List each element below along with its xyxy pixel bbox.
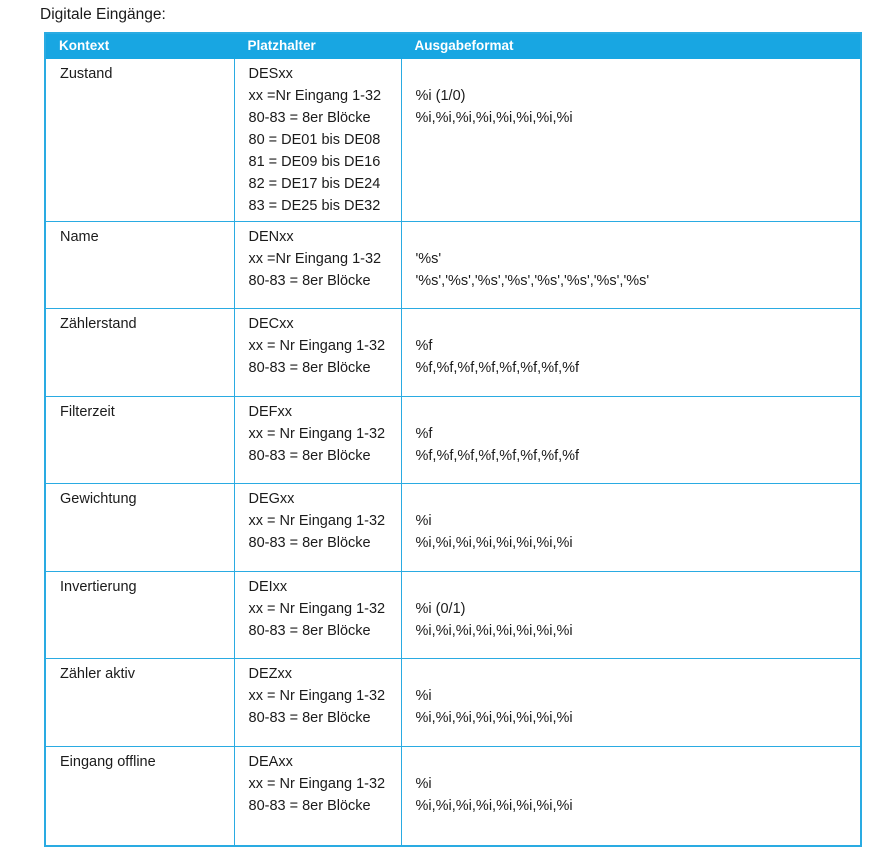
cell-line: %i,%i,%i,%i,%i,%i,%i,%i (415, 710, 573, 726)
cell-line: %i (1/0) (415, 87, 466, 104)
ausgabeformat-cell (401, 571, 861, 659)
platzhalter-cell (234, 58, 401, 221)
cell-line: 82 = DE17 bis DE24 (248, 175, 381, 192)
ausgabeformat-cell (401, 58, 861, 221)
cell-line: %i,%i,%i,%i,%i,%i,%i,%i (415, 109, 573, 126)
table-row (45, 396, 861, 484)
ausgabeformat-cell (401, 221, 861, 309)
digital-inputs-table (44, 32, 862, 847)
cell-line (416, 63, 853, 85)
cell-line: 80-83 = 8er Blöcke (248, 447, 371, 464)
cell-line: DECxx (248, 316, 294, 332)
cell-line: DENxx (248, 228, 294, 245)
kontext-cell (45, 659, 234, 747)
platzhalter-cell (234, 659, 401, 747)
cell-line: %f,%f,%f,%f,%f,%f,%f,%f (415, 447, 580, 464)
col-header-kontext: Kontext (45, 33, 234, 58)
cell-line: %i (415, 688, 432, 704)
cell-line: Gewichtung (60, 491, 137, 507)
cell-line: %f (415, 425, 433, 442)
ausgabeformat-cell (401, 746, 861, 846)
cell-line: xx = Nr Eingang 1-32 (248, 688, 386, 704)
cell-line (416, 663, 853, 685)
kontext-cell (45, 571, 234, 659)
cell-line: Zähler aktiv (60, 666, 135, 682)
cell-line: 81 = DE09 bis DE16 (248, 153, 381, 170)
platzhalter-cell (234, 309, 401, 397)
platzhalter-cell (234, 571, 401, 659)
cell-line: %f (415, 338, 433, 354)
cell-line: 80-83 = 8er Blöcke (248, 535, 371, 551)
table-row (45, 659, 861, 747)
cell-line: %i (415, 775, 432, 792)
page-title: Digitale Eingänge: (40, 6, 166, 23)
cell-line: %i (415, 513, 432, 529)
cell-line: %i,%i,%i,%i,%i,%i,%i,%i (415, 797, 573, 814)
cell-line: Filterzeit (60, 403, 115, 420)
cell-line: xx = Nr Eingang 1-32 (248, 775, 386, 792)
col-header-ausgabeformat: Ausgabeformat (401, 33, 861, 58)
cell-line (416, 313, 853, 335)
kontext-cell (45, 484, 234, 572)
cell-line: 80-83 = 8er Blöcke (248, 109, 371, 126)
cell-line: Zustand (60, 65, 113, 82)
cell-line: '%s','%s','%s','%s','%s','%s','%s','%s' (415, 272, 650, 289)
kontext-cell (45, 396, 234, 484)
cell-line: DEIxx (248, 578, 288, 595)
table-row (45, 58, 861, 221)
cell-line: xx = Nr Eingang 1-32 (248, 425, 386, 442)
cell-line: Zählerstand (60, 316, 137, 332)
platzhalter-cell (234, 396, 401, 484)
kontext-cell (45, 309, 234, 397)
cell-line: DEZxx (248, 666, 292, 682)
cell-line (416, 401, 853, 423)
cell-line: %i,%i,%i,%i,%i,%i,%i,%i (415, 622, 573, 639)
cell-line (416, 751, 853, 773)
table-header-row (45, 33, 861, 58)
cell-line: 80-83 = 8er Blöcke (248, 272, 371, 289)
ausgabeformat-cell (401, 309, 861, 397)
cell-line: 80-83 = 8er Blöcke (248, 797, 371, 814)
cell-line (416, 576, 853, 598)
cell-line: xx = Nr Eingang 1-32 (248, 338, 386, 354)
cell-line: xx =Nr Eingang 1-32 (248, 250, 382, 267)
cell-line: DEFxx (248, 403, 292, 420)
cell-line: 80-83 = 8er Blöcke (248, 710, 371, 726)
cell-line: xx = Nr Eingang 1-32 (248, 513, 386, 529)
table-row (45, 571, 861, 659)
kontext-cell (45, 221, 234, 309)
ausgabeformat-cell (401, 484, 861, 572)
cell-line: 80-83 = 8er Blöcke (248, 360, 371, 376)
table-row (45, 221, 861, 309)
platzhalter-cell (234, 746, 401, 846)
table-row (45, 484, 861, 572)
cell-line: xx =Nr Eingang 1-32 (248, 87, 382, 104)
cell-line: Name (60, 228, 99, 245)
cell-line: xx = Nr Eingang 1-32 (248, 600, 386, 617)
cell-line: %f,%f,%f,%f,%f,%f,%f,%f (415, 360, 580, 376)
platzhalter-cell (234, 484, 401, 572)
ausgabeformat-cell (401, 396, 861, 484)
cell-line: 80-83 = 8er Blöcke (248, 622, 371, 639)
ausgabeformat-cell (401, 659, 861, 747)
kontext-cell (45, 58, 234, 221)
cell-line: DESxx (248, 65, 293, 82)
cell-line: 83 = DE25 bis DE32 (248, 197, 381, 214)
cell-line (416, 488, 853, 510)
table-body (45, 58, 861, 846)
table-row (45, 309, 861, 397)
cell-line: 80 = DE01 bis DE08 (248, 131, 381, 148)
cell-line: DEGxx (248, 491, 295, 507)
kontext-cell (45, 746, 234, 846)
cell-line: DEAxx (248, 753, 293, 770)
cell-line: %i (0/1) (415, 600, 466, 617)
platzhalter-cell (234, 221, 401, 309)
col-header-platzhalter: Platzhalter (234, 33, 401, 58)
cell-line: '%s' (415, 250, 442, 267)
table-row (45, 746, 861, 846)
cell-line (416, 226, 853, 248)
cell-line: Invertierung (60, 578, 137, 595)
cell-line: Eingang offline (60, 753, 156, 770)
cell-line: %i,%i,%i,%i,%i,%i,%i,%i (415, 535, 573, 551)
